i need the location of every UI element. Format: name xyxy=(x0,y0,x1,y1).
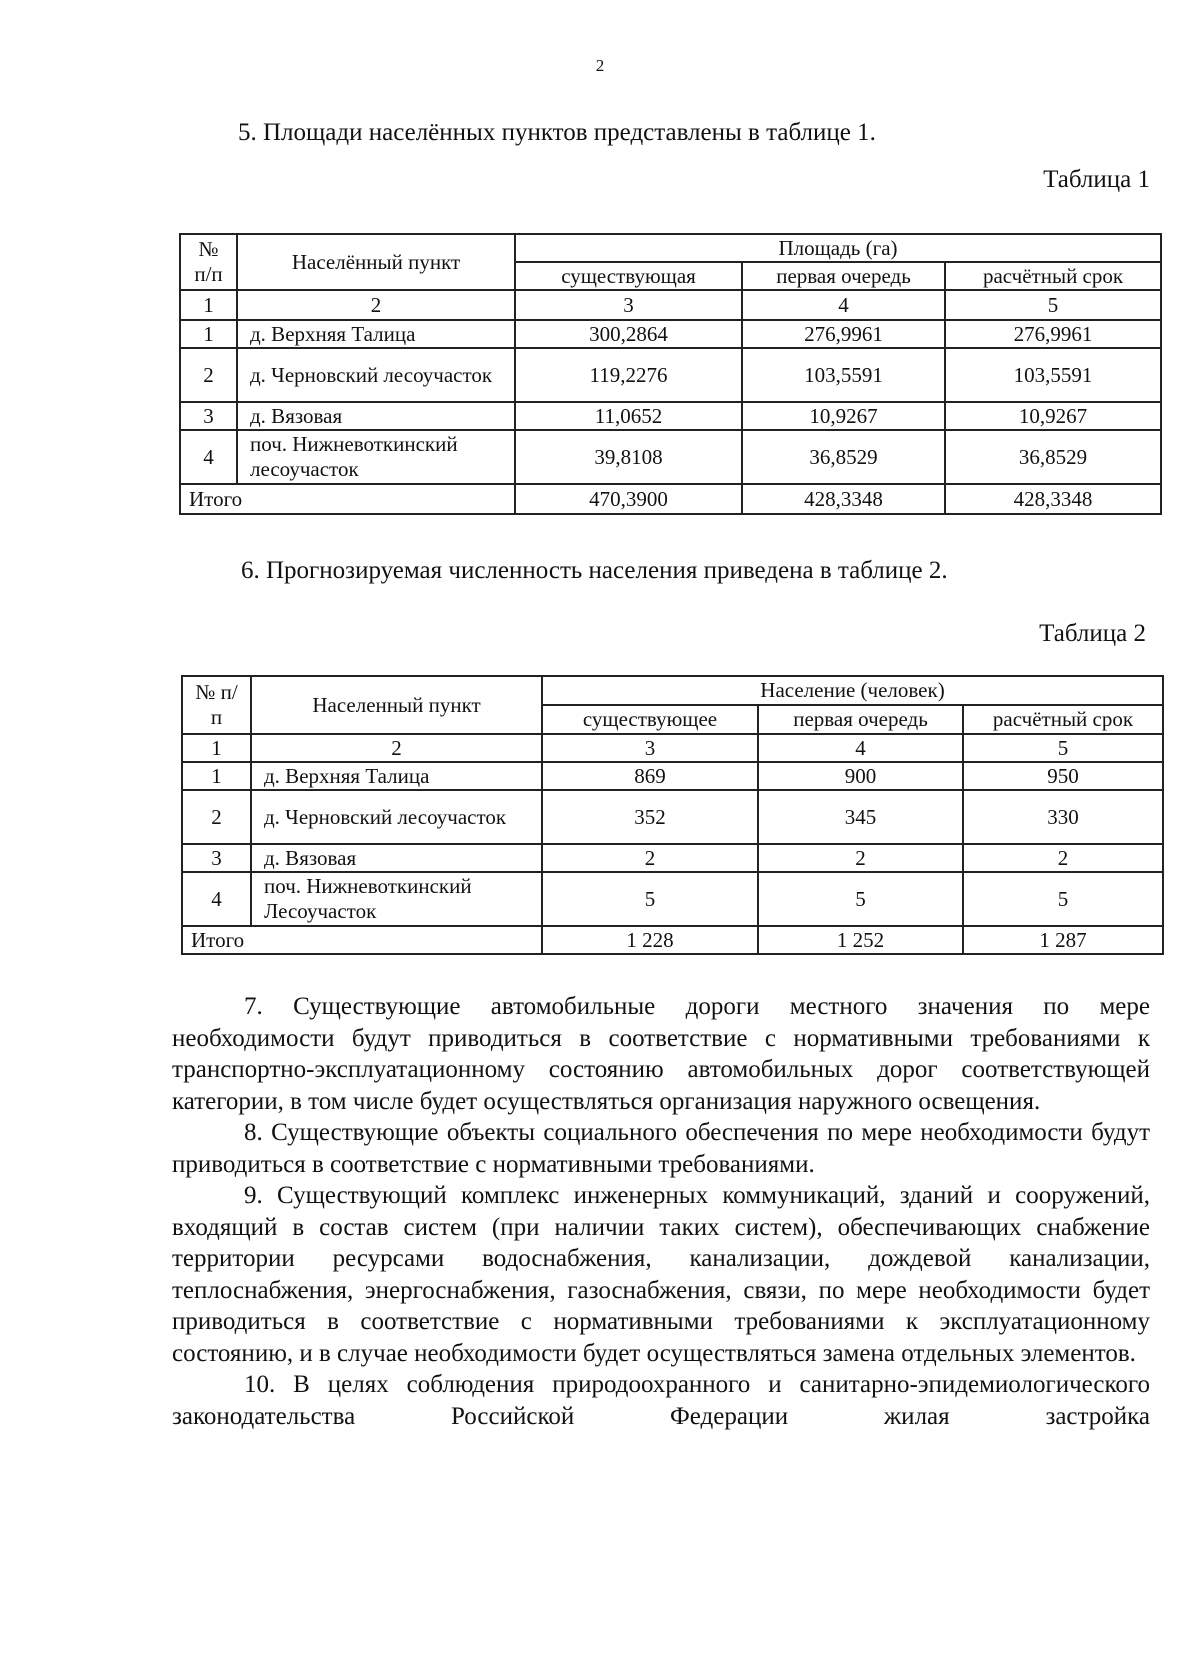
row-col3: 119,2276 xyxy=(515,348,742,402)
table-2 xyxy=(181,675,1164,955)
total-col3: 470,3900 xyxy=(515,484,742,514)
table-row xyxy=(182,790,1163,844)
header-name: Населённый пункт xyxy=(237,234,515,290)
row-col3: 300,2864 xyxy=(515,320,742,348)
row-name: д. Черновский лесоучасток xyxy=(237,348,515,402)
header-col5: расчётный срок xyxy=(945,262,1161,290)
row-col4: 276,9961 xyxy=(742,320,945,348)
table-1-caption: Таблица 1 xyxy=(1043,166,1150,193)
table-header-row xyxy=(180,234,1161,262)
index-cell: 5 xyxy=(945,290,1161,320)
total-label: Итого xyxy=(180,484,515,514)
row-col5: 2 xyxy=(963,844,1163,872)
row-col5: 950 xyxy=(963,762,1163,790)
paragraph-9: 9. Существующий комплекс инженерных коммуникаций, зданий и сооружений, входящий в состав систем (при наличии таких систем), обеспечивающих снабжение территории ресурсами водоснабжения, канализации, дождевой канализации, теплоснабжения, энергоснабжения, газоснабжения, связи, по мере необходимости будет приводиться в соответствие с нормативными требованиями к эксплуатационному состоянию, и в случае необходимости будет осуществляться замена отдельных элементов. xyxy=(172,1182,1150,1367)
row-name: поч. Нижневоткинский лесоучасток xyxy=(237,430,515,484)
row-col3: 352 xyxy=(542,790,758,844)
row-col5: 5 xyxy=(963,872,1163,926)
row-col3: 11,0652 xyxy=(515,402,742,430)
total-col4: 1 252 xyxy=(758,926,963,954)
header-name: Населенный пункт xyxy=(251,676,542,734)
header-col4: первая очередь xyxy=(742,262,945,290)
total-col3: 1 228 xyxy=(542,926,758,954)
row-num: 3 xyxy=(182,844,251,872)
index-cell: 1 xyxy=(182,734,251,762)
table-row xyxy=(180,402,1161,430)
table-row xyxy=(180,430,1161,484)
body-text xyxy=(172,991,1150,1432)
page-number: 2 xyxy=(595,56,605,75)
row-name: д. Верхняя Талица xyxy=(251,762,542,790)
table-row xyxy=(182,844,1163,872)
table-total-row xyxy=(182,926,1163,954)
table-row xyxy=(180,320,1161,348)
row-col3: 5 xyxy=(542,872,758,926)
header-group: Население (человек) xyxy=(542,676,1163,705)
row-num: 4 xyxy=(180,430,237,484)
table-index-row xyxy=(182,734,1163,762)
row-num: 2 xyxy=(182,790,251,844)
paragraph-8: 8. Существующие объекты социального обеспечения по мере необходимости будут приводиться в соответствие с нормативными требованиями. xyxy=(172,1119,1150,1178)
header-col3: существующее xyxy=(542,705,758,734)
table-header-row xyxy=(182,676,1163,705)
row-col4: 36,8529 xyxy=(742,430,945,484)
row-num: 3 xyxy=(180,402,237,430)
row-col4: 10,9267 xyxy=(742,402,945,430)
row-num: 1 xyxy=(180,320,237,348)
row-col4: 2 xyxy=(758,844,963,872)
row-col5: 10,9267 xyxy=(945,402,1161,430)
row-num: 1 xyxy=(182,762,251,790)
row-col3: 39,8108 xyxy=(515,430,742,484)
section-6-heading: 6. Прогнозируемая численность населения приведена в таблице 2. xyxy=(241,557,948,584)
header-group: Площадь (га) xyxy=(515,234,1161,262)
header-num: № п/п xyxy=(180,234,237,290)
section-5-heading: 5. Площади населённых пунктов представлены в таблице 1. xyxy=(238,119,876,146)
table-row xyxy=(182,872,1163,926)
row-col3: 869 xyxy=(542,762,758,790)
row-name: д. Вязовая xyxy=(251,844,542,872)
index-cell: 2 xyxy=(251,734,542,762)
row-col5: 330 xyxy=(963,790,1163,844)
table-total-row xyxy=(180,484,1161,514)
table-index-row xyxy=(180,290,1161,320)
total-label: Итого xyxy=(182,926,542,954)
row-col5: 103,5591 xyxy=(945,348,1161,402)
index-cell: 3 xyxy=(542,734,758,762)
table-1 xyxy=(179,233,1162,515)
header-col5: расчётный срок xyxy=(963,705,1163,734)
index-cell: 4 xyxy=(742,290,945,320)
table-2-caption: Таблица 2 xyxy=(1039,620,1146,647)
index-cell: 5 xyxy=(963,734,1163,762)
index-cell: 3 xyxy=(515,290,742,320)
header-col3: существующая xyxy=(515,262,742,290)
row-num: 2 xyxy=(180,348,237,402)
row-col4: 103,5591 xyxy=(742,348,945,402)
total-col4: 428,3348 xyxy=(742,484,945,514)
index-cell: 4 xyxy=(758,734,963,762)
paragraph-10: 10. В целях соблюдения природоохранного и санитарно-эпидемиологического законодательства Российской Федерации жилая застройка xyxy=(172,1371,1150,1430)
row-col5: 36,8529 xyxy=(945,430,1161,484)
total-col5: 1 287 xyxy=(963,926,1163,954)
table-row xyxy=(180,348,1161,402)
row-col4: 5 xyxy=(758,872,963,926)
header-num: № п/п xyxy=(182,676,251,734)
row-name: д. Верхняя Талица xyxy=(237,320,515,348)
row-name: поч. Нижневоткинский Лесоучасток xyxy=(251,872,542,926)
paragraph-7: 7. Существующие автомобильные дороги местного значения по мере необходимости будут приводиться в соответствие с нормативными требованиями к транспортно-эксплуатационному состоянию автомобильных дорог соответствующей категории, в том числе будет осуществляться организация наружного освещения. xyxy=(172,993,1150,1115)
index-cell: 2 xyxy=(237,290,515,320)
index-cell: 1 xyxy=(180,290,237,320)
total-col5: 428,3348 xyxy=(945,484,1161,514)
row-name: д. Черновский лесоучасток xyxy=(251,790,542,844)
header-col4: первая очередь xyxy=(758,705,963,734)
row-num: 4 xyxy=(182,872,251,926)
row-col4: 345 xyxy=(758,790,963,844)
table-row xyxy=(182,762,1163,790)
row-col3: 2 xyxy=(542,844,758,872)
row-col5: 276,9961 xyxy=(945,320,1161,348)
row-col4: 900 xyxy=(758,762,963,790)
row-name: д. Вязовая xyxy=(237,402,515,430)
